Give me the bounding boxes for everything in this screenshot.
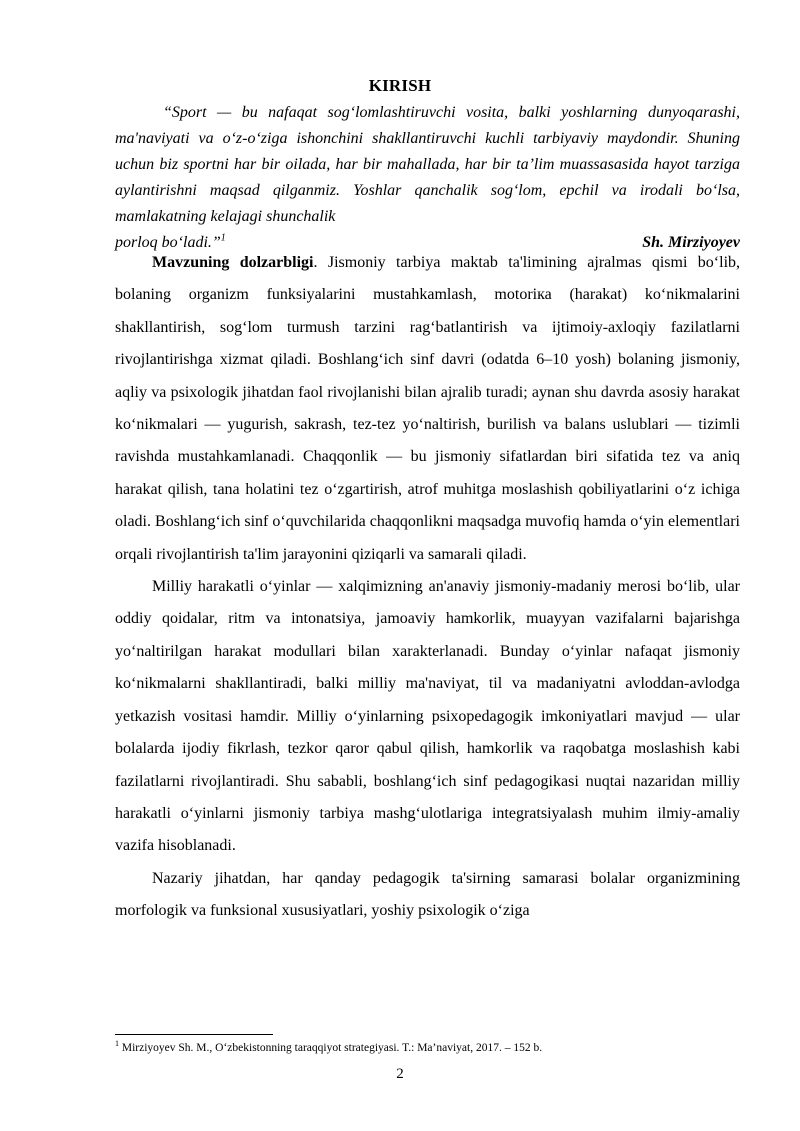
epigraph-closing-text: porloq bo‘ladi.”: [115, 234, 221, 251]
epigraph: [115, 100, 740, 256]
paragraph-theory: Nazariy jihatdan, har qanday pedagogik ta'sirning samarasi bolalar organizmining morfologik va funksional xususiyatlari, yoshiy psixologik o‘ziga: [115, 869, 740, 920]
section-title: KIRISH: [368, 76, 432, 95]
paragraph-relevance: [115, 247, 740, 571]
epigraph-author: Sh. Mirziyoyev: [642, 234, 740, 251]
footnote-text: Mirziyoyev Sh. M., O‘zbekistonning taraqqiyot strategiyasi. T.: Ma’naviyat, 2017. – 152 b.: [119, 1042, 543, 1054]
footnote-reference[interactable]: 1: [220, 232, 226, 244]
paragraph-text: . Jismoniy tarbiya maktab ta'limining ajralmas qismi bo‘lib, bolaning organizm funksiyalarini mustahkamlash, motoriка (harakat) ko‘nikmalarini shakllantirish, sog‘lom turmush tarzini rag‘batlantirish va ijtimoiy-axloqiy fazilatlarni rivojlantirishga xizmat qiladi. Boshlang‘ich sinf davri (odatda 6–10 yosh) bolaning jismoniy, aqliy va psixologik jihatdan faol rivojlanishi bilan ajralib turadi; aynan shu davrda asosiy harakat ko‘nikmalari — yugurish, sakrash, tez-tez yo‘naltirish, burilish va balans uslublari — tizimli ravishda mustahkamlanadi. Chaqqonlik — bu jismoniy sifatlardan biri sifatida tez va aniq harakat qilish, tana holatini tez o‘zgartirish, atrof muhitga moslashish qobiliyatlarini o‘z ichiga oladi. Boshlang‘ich sinf o‘quvchilarida chaqqonlikni maqsadga muvofiq hamda o‘yin elementlari orqali rivojlantirish ta'lim jarayonini qiziqarli va samarali qiladi.: [115, 254, 741, 563]
paragraph-national-games: Milliy harakatli o‘yinlar — xalqimizning an'anaviy jismoniy-madaniy merosi bo‘lib, ular oddiy qoidalar, ritm va intonatsiya, jamoaviy hamkorlik, muayyan vazifalarni bajarishga yo‘naltirilgan harakat modullari bilan xarakterlanadi. Bunday o‘yinlar nafaqat jismoniy ko‘nikmalarni shakllantiradi, balki milliy ma'naviyat, til va madaniyatni avloddan-avlodga yetkazish vositasi hamdir. Milliy o‘yinlarning psixopedagogik imkoniyatlari mavjud — ular bolalarda ijodiy fikrlash, tezkor qaror qabul qilish, hamkorlik va raqobatga moslashish kabi fazilatlarni rivojlantiradi. Shu sababli, boshlang‘ich sinf pedagogikasi nuqtai nazaridan milliy harakatli o‘yinlarni jismoniy tarbiya mashg‘ulotlariga integratsiyalash muhim ilmiy-amaliy vazifa hisoblanadi.: [115, 578, 740, 855]
footnote: [115, 1041, 740, 1055]
epigraph-text: “Sport — bu nafaqat sog‘lomlashtiruvchi vosita, balki yoshlarning dunyoqarashi, ma'naviyati va o‘z-o‘ziga ishonchini shakllantiruvchi kuchli tarbiyaviy maydondir. Shuning uchun biz sportni har bir oilada, har bir mahallada, har bir ta’lim muassasasida hayot tarziga aylantirishni maqsad qilganmiz. Yoshlar qanchalik sog‘lom, epchil va irodali bo‘lsa, mamlakatning kelajagi shunchalik: [115, 104, 740, 225]
footnote-separator: [115, 1034, 273, 1035]
paragraph-lead: Mavzuning dolzarbligi: [152, 254, 314, 271]
footnote-mark: 1: [115, 1039, 119, 1049]
body-text: [115, 247, 740, 928]
page-number: 2: [396, 1066, 404, 1082]
